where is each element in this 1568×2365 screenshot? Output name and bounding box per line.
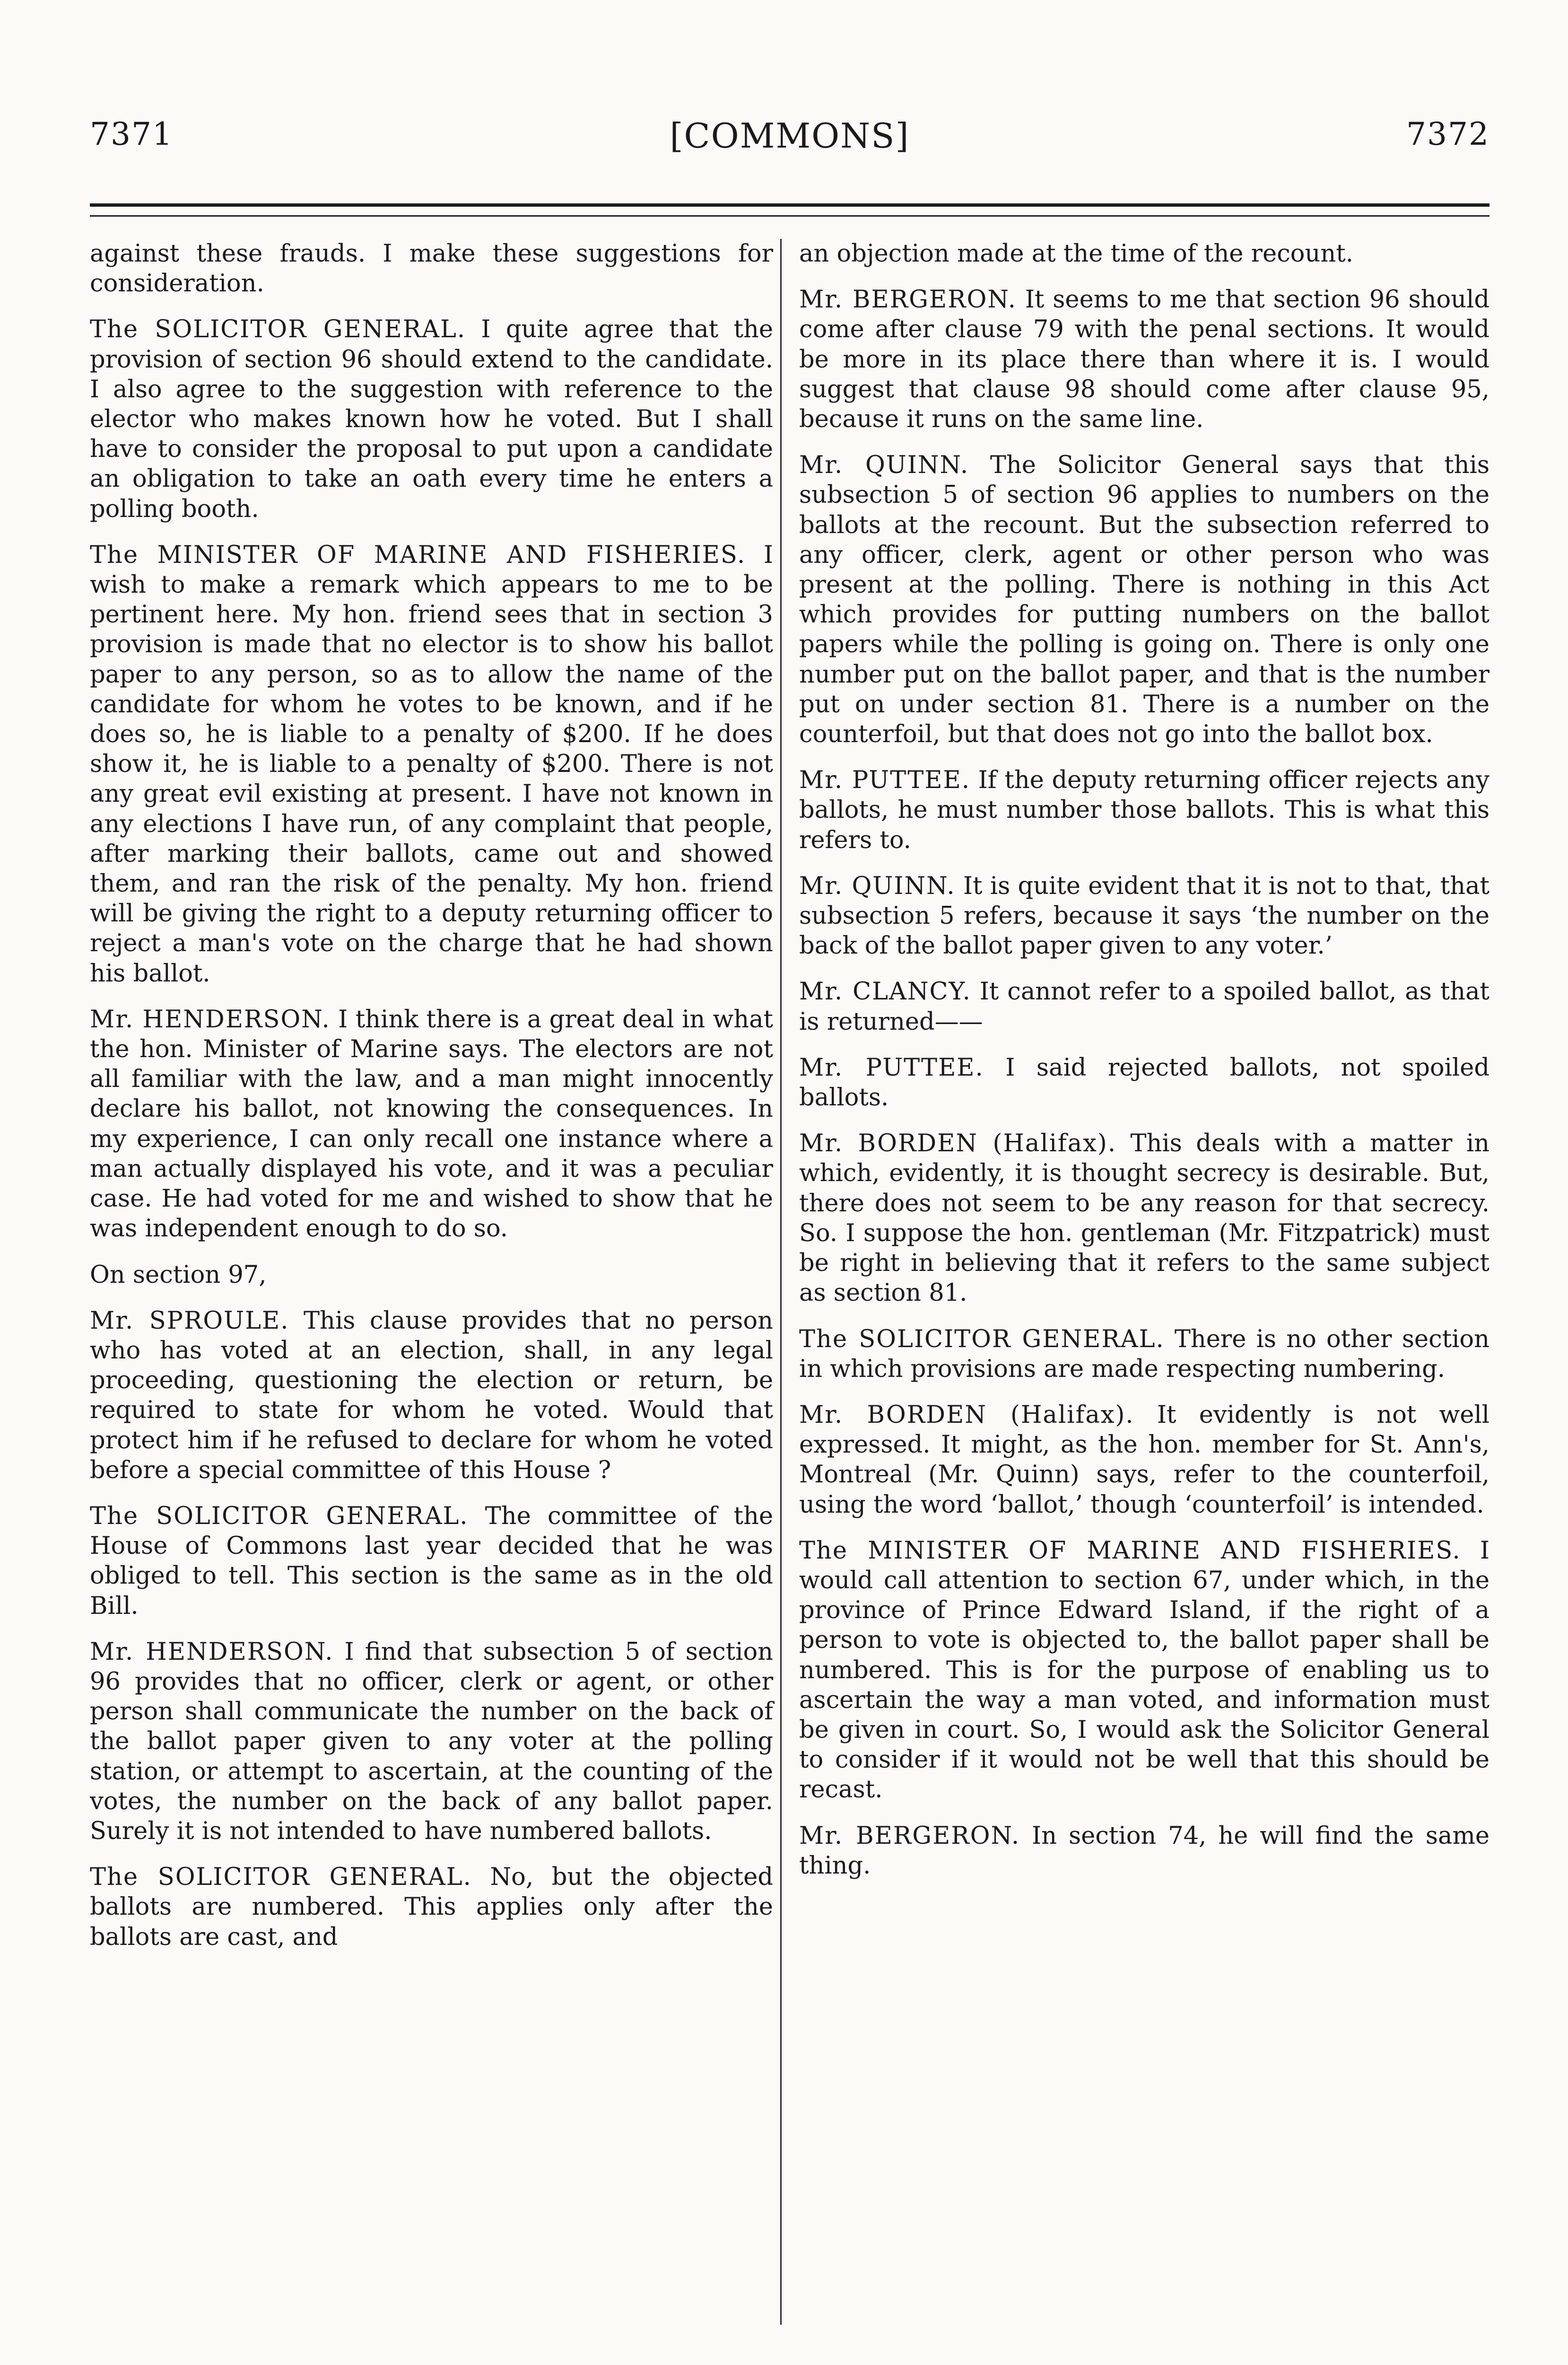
speaker-name: Mr. BORDEN (Halifax). — [799, 1401, 1134, 1429]
speaker-name: The SOLICITOR GENERAL. — [799, 1325, 1165, 1353]
paragraph: The SOLICITOR GENERAL. The committee of the House of Commons last year decided that he was obliged to tell. This section is the same as in the old Bill. — [90, 1502, 774, 1620]
speaker-name: The SOLICITOR GENERAL. — [90, 315, 466, 344]
paragraph: Mr. QUINN. It is quite evident that it is not to that, that subsection 5 refers, because it says ‘the number on the back of the ballot paper given to any voter.’ — [799, 872, 1490, 960]
page-header — [90, 116, 1490, 158]
page-number-right: 7372 — [1406, 116, 1490, 152]
paragraph: Mr. HENDERSON. I find that subsection 5 of section 96 provides that no officer, clerk or agent, or other person shall communicate the number on the back of the ballot paper given to any voter at the polling station, or attempt to ascertain, at the counting of the votes, the number on the back of any ballot paper. Surely it is not intended to have numbered ballots. — [90, 1638, 774, 1845]
paragraph: Mr. PUTTEE. I said rejected ballots, not spoiled ballots. — [799, 1053, 1490, 1112]
column-divider — [780, 239, 782, 2325]
paragraph: against these frauds. I make these suggestions for consideration. — [90, 240, 773, 298]
page-number-left: 7371 — [90, 116, 173, 152]
paragraph: an objection made at the time of the recount. — [799, 240, 1353, 268]
paragraph: Mr. BORDEN (Halifax). It evidently is not well expressed. It might, as the hon. member for St. Ann's, Montreal (Mr. Quinn) says, refer to the counterfoil, using the word ‘ballot,’ though ‘counterfoil’ is intended. — [799, 1401, 1490, 1519]
speaker-name: Mr. BERGERON. — [799, 286, 1017, 314]
paragraph: Mr. HENDERSON. I think there is a great deal in what the hon. Minister of Marine says. The electors are not all familiar with the law, and a man might innocently declare his ballot, not knowing the consequences. In my experience, I can only recall one instance where a man actually displayed his vote, and it was a peculiar case. He had voted for me and wished to show that he was independent enough to do so. — [90, 1005, 773, 1243]
paragraph: The SOLICITOR GENERAL. I quite agree that the provision of section 96 should extend to the candidate. I also agree to the suggestion with reference to the elector who makes known how he voted. But I shall have to consider the proposal to put upon a candidate an obligation to take an oath every time he enters a polling booth. — [90, 315, 773, 523]
speaker-name: Mr. CLANCY. — [799, 978, 971, 1006]
speaker-name: Mr. PUTTEE. — [799, 1053, 984, 1082]
header-rule-thick — [90, 203, 1490, 207]
speaker-name: Mr. BORDEN (Halifax). — [799, 1130, 1117, 1158]
right-column — [799, 239, 1490, 1897]
left-column — [90, 239, 773, 1968]
paragraph: The MINISTER OF MARINE AND FISHERIES. I would call attention to section 67, under which, in the province of Prince Edward Island, if the right of a person to vote is objected to, the ballot paper shall be numbered. This is for the purpose of enabling us to ascertain the way a man voted, and information must be given in court. So, I would ask the Solicitor General to consider if it would not be well that this should be recast. — [799, 1536, 1490, 1804]
speaker-name: Mr. BERGERON. — [799, 1822, 1020, 1850]
speaker-name: Mr. SPROULE. — [90, 1306, 289, 1335]
speaker-name: Mr. QUINN. — [799, 451, 969, 480]
speaker-name: The MINISTER OF MARINE AND FISHERIES. — [799, 1536, 1461, 1565]
paragraph: Mr. PUTTEE. If the deputy returning officer rejects any ballots, he must number those ballots. This is what this refers to. — [799, 766, 1490, 854]
paragraph: Mr. CLANCY. It cannot refer to a spoiled ballot, as that is returned—— — [799, 978, 1490, 1036]
paragraph: The SOLICITOR GENERAL. No, but the objected ballots are numbered. This applies only after the ballots are cast, and — [90, 1863, 773, 1951]
paragraph: Mr. BERGERON. In section 74, he will find the same thing. — [799, 1822, 1490, 1880]
paragraph: Mr. SPROULE. This clause provides that no person who has voted at an election, shall, in any legal proceeding, questioning the election or return, be required to state for whom he voted. Would that protect him if he refused to declare for whom he voted before a special committee of this House ? — [90, 1306, 773, 1484]
paragraph: On section 97, — [90, 1261, 267, 1289]
speaker-name: Mr. HENDERSON. — [90, 1005, 331, 1034]
paragraph: Mr. BERGERON. It seems to me that section 96 should come after clause 79 with the penal sections. It would be more in its place there than where it is. I would suggest that clause 98 should come after clause 95, because it runs on the same line. — [799, 286, 1490, 434]
paragraph: Mr. QUINN. The Solicitor General says that this subsection 5 of section 96 applies to numbers on the ballots at the recount. But the subsection referred to any officer, clerk, agent or other person who was present at the polling. There is nothing in this Act which provides for putting numbers on the ballot papers while the polling is going on. There is only one number put on the ballot paper, and that is the number put on under section 81. There is a number on the counterfoil, but that does not go into the ballot box. — [799, 451, 1490, 749]
speaker-name: Mr. QUINN. — [799, 872, 956, 900]
speaker-name: Mr. PUTTEE. — [799, 766, 970, 795]
header-rule-thin — [90, 215, 1490, 217]
paragraph: Mr. BORDEN (Halifax). This deals with a matter in which, evidently, it is thought secrecy is desirable. But, there does not seem to be any reason for that secrecy. So. I suppose the hon. gentleman (Mr. Fitzpatrick) must be right in believing that it refers to the same subject as section 81. — [799, 1130, 1490, 1307]
paragraph: The SOLICITOR GENERAL. There is no other section in which provisions are made respecting numbering. — [799, 1325, 1490, 1383]
paragraph: The MINISTER OF MARINE AND FISHERIES. I wish to make a remark which appears to me to be pertinent here. My hon. friend sees that in section 3 provision is made that no elector is to show his ballot paper to any person, so as to allow the name of the candidate for whom he votes to be known, and if he does so, he is liable to a penalty of $200. If he does show it, he is liable to a penalty of $200. There is not any great evil existing at present. I have not known in any elections I have run, of any complaint that people, after marking their ballots, came out and showed them, and ran the risk of the penalty. My hon. friend will be giving the right to a deputy returning officer to reject a man's vote on the charge that he had shown his ballot. — [90, 541, 773, 988]
speaker-name: The SOLICITOR GENERAL. — [90, 1502, 469, 1530]
speaker-name: The MINISTER OF MARINE AND FISHERIES. — [90, 541, 746, 569]
speaker-name: Mr. HENDERSON. — [90, 1638, 334, 1666]
page-title: [COMMONS] — [670, 116, 910, 156]
speaker-name: The SOLICITOR GENERAL. — [90, 1863, 472, 1892]
